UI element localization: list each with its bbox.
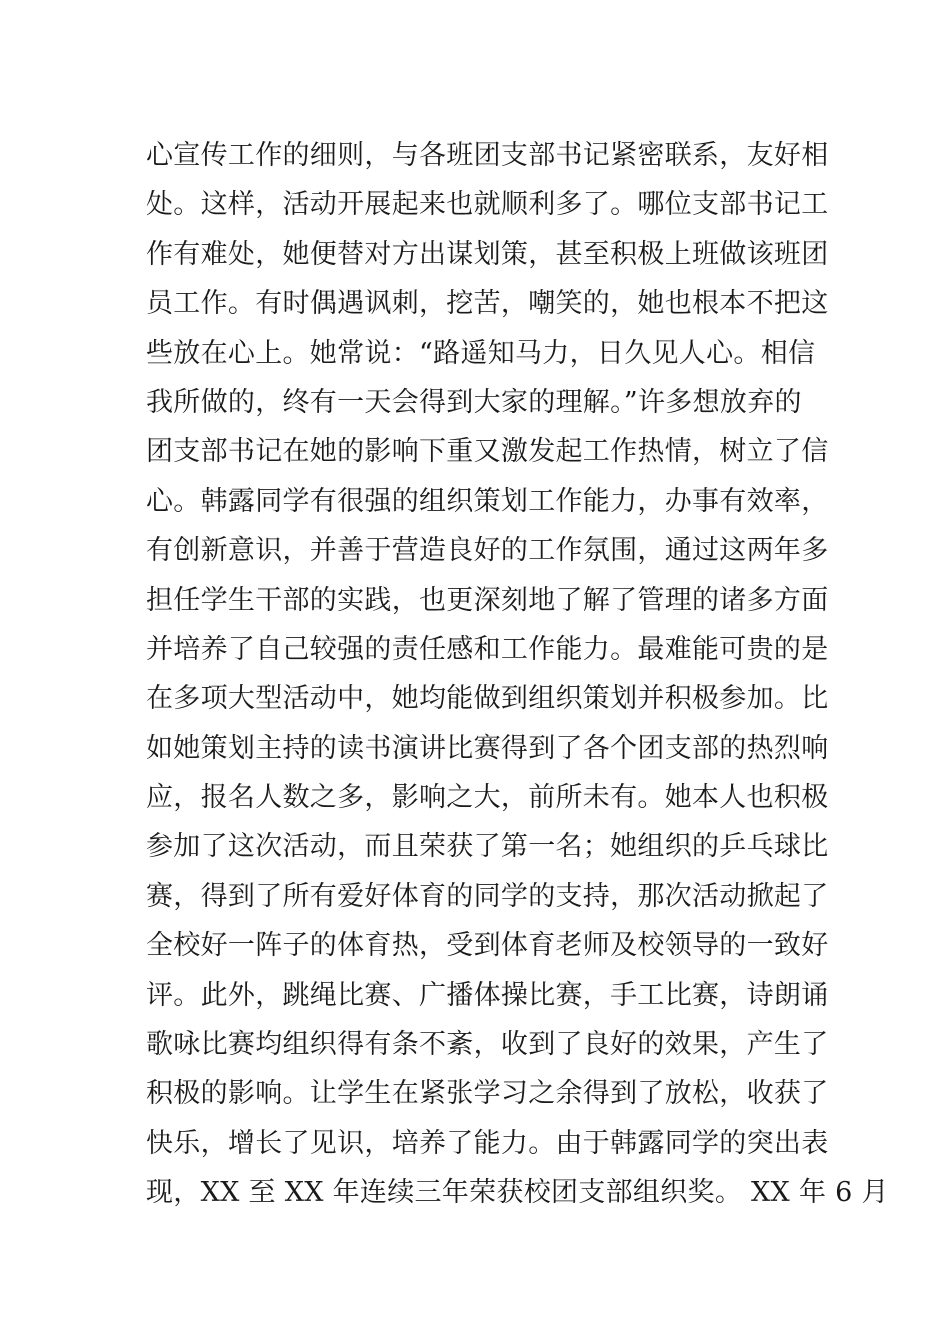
- text-line: 处。这样，活动开展起来也就顺利多了。哪位支部书记工: [146, 189, 829, 221]
- text-line: 并培养了自己较强的责任感和工作能力。最难能可贵的是: [146, 633, 829, 665]
- text-line: 作有难处，她便替对方出谋划策，甚至积极上班做该班团: [146, 238, 829, 270]
- text-line: 在多项大型活动中，她均能做到组织策划并积极参加。比: [146, 683, 829, 715]
- text-line: 评。此外，跳绳比赛、广播体操比赛，手工比赛，诗朗诵: [146, 979, 829, 1011]
- text-line: 些放在心上。她常说：“路遥知马力，日久见人心。相信: [146, 337, 816, 369]
- text-line: 快乐，增长了见识，培养了能力。由于韩露同学的突出表: [146, 1127, 829, 1159]
- text-line: 歌咏比赛均组织得有条不紊，收到了良好的效果，产生了: [146, 1029, 829, 1061]
- text-line: 积极的影响。让学生在紧张学习之余得到了放松，收获了: [146, 1078, 829, 1110]
- text-line: 员工作。有时偶遇讽刺，挖苦，嘲笑的，她也根本不把这: [146, 288, 829, 320]
- body-text: [146, 131, 889, 1218]
- text-line: 参加了这次活动，而且荣获了第一名；她组织的乒乓球比: [146, 831, 829, 863]
- text-line: 赛，得到了所有爱好体育的同学的支持，那次活动掀起了: [146, 880, 829, 912]
- text-line: 心宣传工作的细则，与各班团支部书记紧密联系，友好相: [146, 140, 829, 171]
- text-line: 心。韩露同学有很强的组织策划工作能力，办事有效率，: [146, 485, 829, 517]
- text-line: 全校好一阵子的体育热，受到体育老师及校领导的一致好: [146, 930, 829, 962]
- text-line: 现，XX 至 XX 年连续三年荣获校团支部组织奖。 XX 年 6 月: [146, 1177, 889, 1209]
- text-line: 应，报名人数之多，影响之大，前所未有。她本人也积极: [146, 782, 829, 814]
- text-line: 团支部书记在她的影响下重又激发起工作热情，树立了信: [146, 436, 829, 468]
- text-line: 如她策划主持的读书演讲比赛得到了各个团支部的热烈响: [146, 732, 829, 764]
- text-line: 有创新意识，并善于营造良好的工作氛围，通过这两年多: [146, 535, 829, 567]
- text-line: 我所做的，终有一天会得到大家的理解。”许多想放弃的: [146, 386, 802, 418]
- text-line: 担任学生干部的实践，也更深刻地了解了管理的诸多方面: [146, 584, 829, 616]
